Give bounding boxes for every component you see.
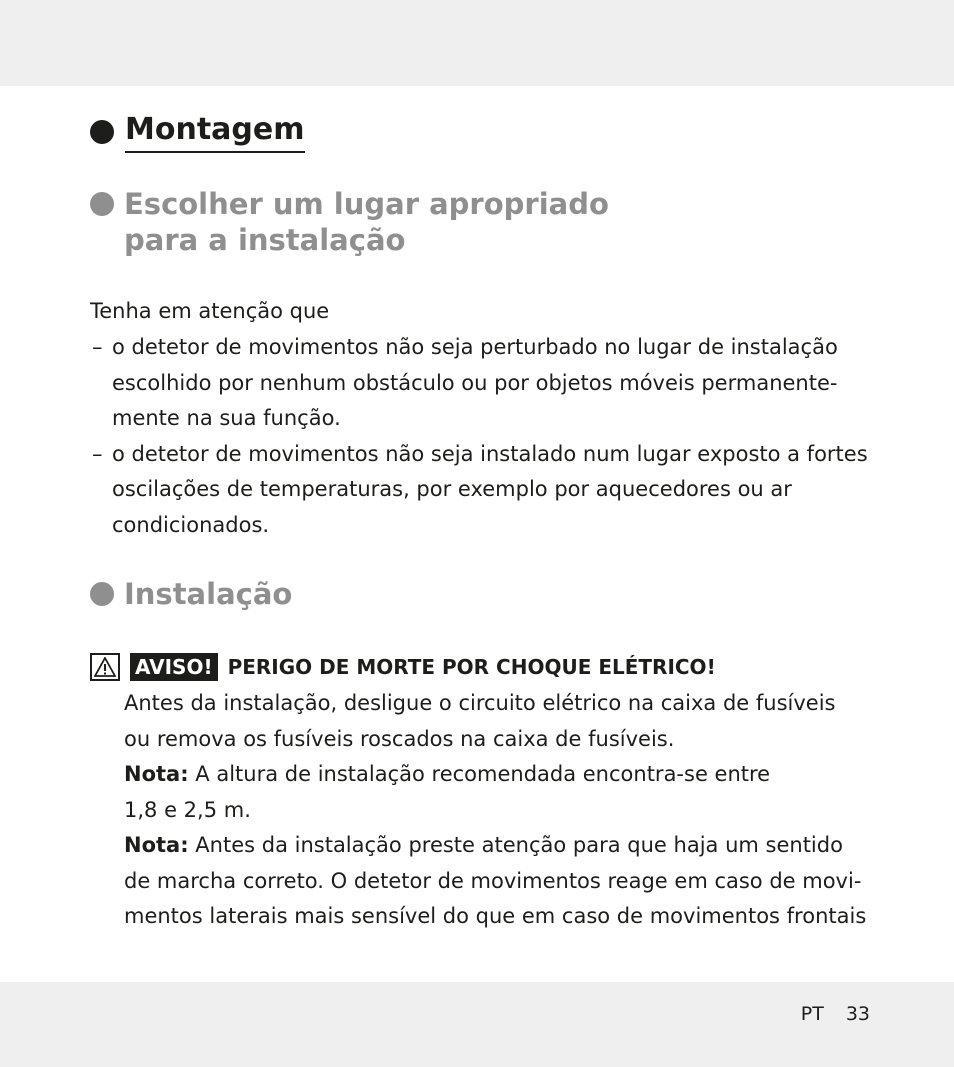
heading-text: Instalação <box>124 577 293 611</box>
note-text: A altura de instalação recomendada encontra-se entre <box>188 762 771 786</box>
note-line: mentos laterais mais sensível do que em caso de movimentos frontais <box>124 904 867 928</box>
intro-text: Tenha em atenção que <box>90 299 330 323</box>
note-line <box>124 757 884 793</box>
bullet-dot-icon <box>90 582 114 606</box>
warning-line: Antes da instalação, desligue o circuito elétrico na caixa de fusíveis <box>124 691 836 715</box>
heading-line-2: para a instalação <box>124 223 406 257</box>
list-line: mente na sua função. <box>112 406 341 430</box>
list-line: o detetor de movimentos não seja instalado num lugar exposto a fortes <box>112 441 868 466</box>
dash-bullet: – <box>92 441 103 466</box>
note-line: de marcha correto. O detetor de movimentos reage em caso de movi- <box>124 868 862 893</box>
list-item <box>90 330 880 437</box>
note-label: Nota: <box>124 833 189 857</box>
list-item <box>90 437 880 544</box>
condition-list <box>90 330 880 543</box>
heading-installation <box>90 576 292 612</box>
header-band <box>0 0 954 86</box>
list-line: escolhido por nenhum obstáculo ou por objetos móveis permanente- <box>112 370 838 395</box>
note-line: 1,8 e 2,5 m. <box>124 797 251 822</box>
note-line <box>124 828 884 864</box>
heading-montagem <box>90 110 305 153</box>
dash-bullet: – <box>92 335 103 359</box>
page-number: 33 <box>845 1003 870 1025</box>
heading-choose-location <box>90 186 609 258</box>
list-line: oscilações de temperaturas, por exemplo por aquecedores ou ar <box>112 477 792 501</box>
note-label: Nota: <box>124 762 189 786</box>
warning-body <box>124 686 884 935</box>
list-line: o detetor de movimentos não seja perturbado no lugar de instalação <box>112 335 838 359</box>
warning-line: ou remova os fusíveis roscados na caixa de fusíveis. <box>124 726 675 751</box>
warning-title: PERIGO DE MORTE POR CHOQUE ELÉTRICO! <box>227 655 716 679</box>
heading-text: Montagem <box>125 110 305 153</box>
bullet-dot-icon <box>90 192 114 216</box>
warning-badge: AVISO! <box>130 653 218 681</box>
note-text: Antes da instalação preste atenção para que haja um sentido <box>188 833 843 857</box>
warning-header <box>90 651 716 683</box>
heading-line-1: Escolher um lugar apropriado <box>124 187 609 221</box>
page-footer <box>801 1000 870 1028</box>
list-line: condicionados. <box>112 512 270 537</box>
bullet-dot-icon <box>90 120 114 144</box>
language-code: PT <box>800 1003 824 1025</box>
warning-triangle-icon <box>90 653 120 681</box>
